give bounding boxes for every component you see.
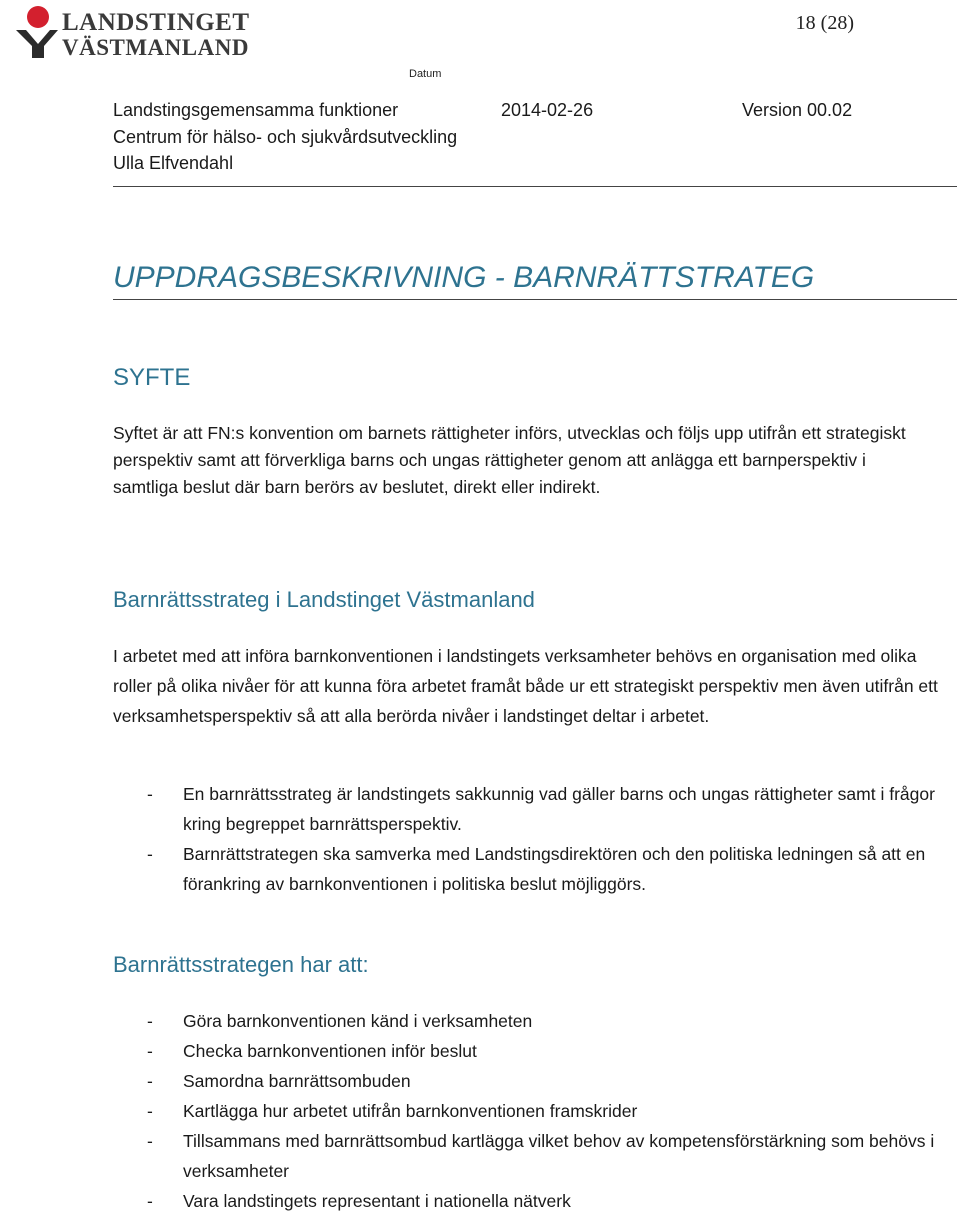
- logo-line-2: VÄSTMANLAND: [62, 35, 249, 60]
- list-item: - Kartlägga hur arbetet utifrån barnkonventionen framskrider: [113, 1096, 958, 1126]
- list-item: - En barnrättsstrateg är landstingets sakkunnig vad gäller barns och ungas rättigheter samt i frågor kring begreppet barnrättsperspektiv.: [113, 779, 958, 839]
- header-version: Version 00.02: [742, 100, 853, 120]
- list-item: - Samordna barnrättsombuden: [113, 1066, 958, 1096]
- logo: [14, 4, 250, 60]
- list-item: - Checka barnkonventionen inför beslut: [113, 1036, 958, 1066]
- document-title: UPPDRAGSBESKRIVNING - BARNRÄTTSTRATEG: [113, 261, 815, 294]
- header-date: 2014-02-26: [501, 100, 594, 120]
- title-divider: [113, 299, 957, 300]
- header-unit: Centrum för hälso- och sjukvårdsutveckling: [113, 127, 458, 147]
- section1-heading: Barnrättsstrateg i Landstinget Västmanland: [113, 587, 535, 612]
- logo-wordmark: [62, 10, 250, 59]
- section2-list: [113, 1006, 958, 1216]
- header-divider: [113, 186, 957, 187]
- section1-list: [113, 779, 958, 899]
- section2-heading: Barnrättsstrategen har att:: [113, 952, 369, 977]
- list-item: - Vara landstingets representant i nationella nätverk: [113, 1186, 958, 1216]
- logo-line-1: LANDSTINGET: [62, 9, 250, 36]
- datum-label: Datum: [409, 68, 442, 80]
- page-number: 18 (28): [795, 12, 854, 34]
- logo-figure-icon: [14, 4, 58, 58]
- header-department: Landstingsgemensamma funktioner: [113, 100, 399, 120]
- syfte-heading: SYFTE: [113, 364, 191, 391]
- syfte-body: Syftet är att FN:s konvention om barnets rättigheter införs, utvecklas och följs upp utifrån ett strategiskt perspektiv samt att förverkliga barns och ungas rättigheter genom att anlägga ett barnperspektiv i samtliga beslut där barn berörs av beslutet, direkt eller indirekt.: [113, 423, 906, 497]
- section1-body: I arbetet med att införa barnkonventionen i landstingets verksamheter behövs en organisation med olika roller på olika nivåer för att kunna föra arbetet framåt både ur ett strategiskt perspektiv men även utifrån ett verksamhetsperspektiv så att alla berörda nivåer i landstinget deltar i arbetet.: [113, 646, 938, 726]
- list-item: - Barnrättstrategen ska samverka med Landstingsdirektören och den politiska ledningen så att en förankring av barnkonventionen i politiska beslut möjliggörs.: [113, 839, 958, 899]
- header-author: Ulla Elfvendahl: [113, 153, 234, 173]
- list-item: - Tillsammans med barnrättsombud kartlägga vilket behov av kompetensförstärkning som behövs i verksamheter: [113, 1126, 958, 1186]
- list-item: - Göra barnkonventionen känd i verksamheten: [113, 1006, 958, 1036]
